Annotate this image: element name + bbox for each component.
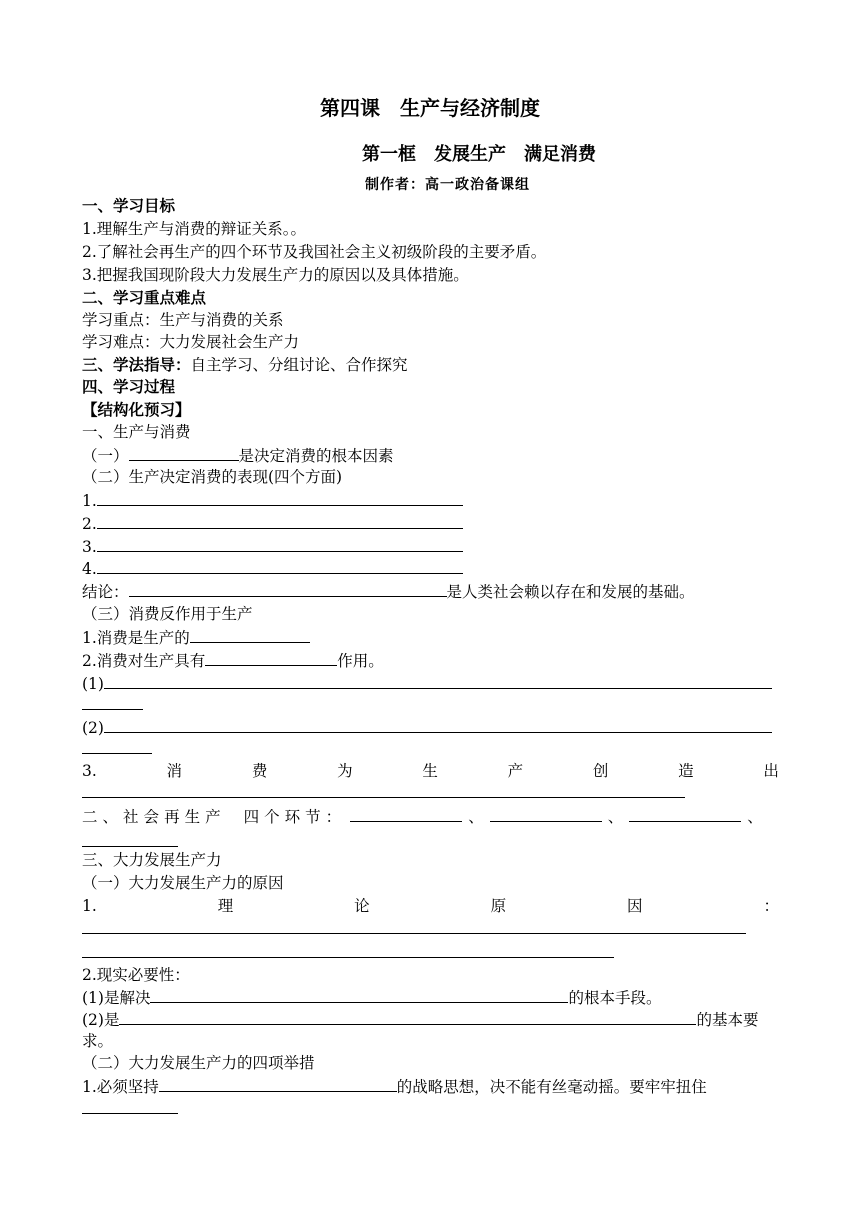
consumption-reaction-heading: （三）消费反作用于生产 [82, 605, 253, 623]
necessity-heading: 2.现实必要性： [82, 966, 190, 984]
item-text: 的根本手段。 [568, 989, 662, 1007]
spread-char: 产 [507, 762, 524, 780]
item-prefix: （一） [82, 447, 129, 465]
list-item [82, 536, 463, 557]
measures-heading: （二）大力发展生产力的四项举措 [82, 1054, 315, 1072]
spread-char: 因 [627, 897, 643, 915]
item-prefix: 1.必须坚持 [82, 1078, 159, 1096]
spread-char: 为 [337, 762, 353, 780]
fill-item [82, 627, 310, 648]
item-text: 1.消费是生产的 [82, 629, 190, 647]
item-text: 作用。 [337, 652, 384, 670]
method-text: 自主学习、分组讨论、合作探究 [190, 356, 408, 374]
continuation-text: 求。 [82, 1032, 114, 1050]
fill-blank[interactable] [159, 1076, 397, 1092]
spread-char: ： [763, 897, 779, 915]
spread-char: 1. [82, 897, 97, 915]
item-prefix: 结论： [82, 583, 129, 601]
spread-char: 原 [490, 897, 507, 915]
fill-item [82, 987, 661, 1008]
production-consumption-heading: 一、生产与消费 [82, 423, 191, 441]
spread-text: 四个环节： [243, 808, 347, 826]
reasons-heading: （一）大力发展生产力的原因 [82, 874, 284, 892]
fill-blank[interactable] [82, 709, 143, 710]
lesson-title: 第四课 生产与经济制度 [320, 96, 540, 120]
item-number: 3. [82, 538, 97, 556]
fill-blank[interactable] [82, 753, 152, 754]
develop-productivity-heading: 三、大力发展生产力 [82, 851, 222, 869]
fill-blank[interactable] [97, 490, 463, 506]
preview-heading: 【结构化预习】 [82, 400, 191, 419]
item-prefix: 2.消费对生产具有 [82, 652, 206, 670]
fill-blank[interactable] [629, 806, 741, 822]
list-item [82, 490, 463, 511]
fill-blank[interactable] [82, 1113, 178, 1114]
spread-text: 二、社会再生产 [82, 808, 226, 826]
spread-char: 创 [592, 762, 609, 780]
process-heading: 四、学习过程 [82, 377, 176, 396]
separator: 、 [468, 808, 484, 826]
fill-blank[interactable] [97, 536, 463, 552]
fill-blank[interactable] [82, 797, 685, 798]
item-number: 1. [82, 492, 97, 510]
section-subtitle: 第一框 发展生产 满足消费 [362, 144, 596, 165]
objective-item: 1.理解生产与消费的辩证关系。。 [82, 220, 307, 238]
item-prefix: (2)是 [82, 1011, 120, 1029]
fill-blank[interactable] [190, 627, 310, 643]
item-text: 的基本要 [696, 1011, 759, 1029]
fill-blank[interactable] [82, 957, 614, 958]
fill-item-a [82, 445, 394, 466]
fill-blank[interactable] [97, 558, 463, 574]
fill-blank[interactable] [129, 445, 239, 461]
spread-char: 出 [763, 762, 779, 780]
item-text: 是人类社会赖以存在和发展的基础。 [446, 583, 695, 601]
method-heading: 三、学法指导： [82, 355, 191, 374]
separator: 、 [747, 808, 763, 826]
method-line [82, 355, 408, 375]
fill-blank[interactable] [104, 717, 772, 733]
spread-char: 理 [217, 897, 234, 915]
spread-char: 费 [251, 762, 268, 780]
spread-char: 生 [422, 762, 438, 780]
fill-item [82, 650, 384, 671]
spread-char: 消 [166, 762, 183, 780]
fill-blank[interactable] [104, 673, 772, 689]
fill-blank[interactable] [82, 933, 746, 934]
item-text: 是决定消费的根本因素 [238, 447, 394, 465]
separator: 、 [607, 808, 624, 826]
key-point: 学习重点：生产与消费的关系 [82, 311, 284, 329]
fill-item [82, 1076, 707, 1097]
objectives-heading: 一、学习目标 [82, 196, 176, 215]
item-prefix: (1)是解决 [82, 989, 151, 1007]
fill-item [82, 717, 772, 738]
fill-item [82, 673, 772, 694]
fill-blank[interactable] [490, 806, 602, 822]
item-text: 的战略思想，决不能有丝毫动摇。要牢牢扭住 [396, 1078, 707, 1096]
spread-line [82, 896, 779, 916]
fill-blank[interactable] [119, 1009, 696, 1025]
fill-blank[interactable] [82, 846, 178, 847]
item-number: (1) [82, 675, 104, 693]
keypoints-heading: 二、学习重点难点 [82, 288, 207, 307]
list-item [82, 513, 463, 534]
fill-blank[interactable] [205, 650, 337, 666]
item-number: 4. [82, 560, 97, 578]
fill-blank[interactable] [129, 581, 447, 597]
item-number: 2. [82, 515, 97, 533]
spread-char: 造 [678, 762, 694, 780]
fill-item-b: （二）生产决定消费的表现(四个方面) [82, 468, 343, 486]
conclusion-line [82, 581, 695, 602]
fill-blank[interactable] [350, 806, 462, 822]
fill-blank[interactable] [97, 513, 463, 529]
reproduction-line [82, 806, 779, 827]
spread-line [82, 761, 779, 781]
item-number: (2) [82, 719, 104, 737]
fill-item [82, 1009, 758, 1030]
fill-blank[interactable] [150, 987, 568, 1003]
spread-char: 3. [82, 762, 97, 780]
spread-char: 论 [354, 897, 370, 915]
objective-item: 2.了解社会再生产的四个环节及我国社会主义初级阶段的主要矛盾。 [82, 243, 547, 261]
difficult-point: 学习难点：大力发展社会生产力 [82, 333, 300, 351]
objective-item: 3.把握我国现阶段大力发展生产力的原因以及具体措施。 [82, 266, 469, 284]
list-item [82, 558, 463, 579]
author-line: 制作者：高一政治备课组 [365, 177, 530, 193]
